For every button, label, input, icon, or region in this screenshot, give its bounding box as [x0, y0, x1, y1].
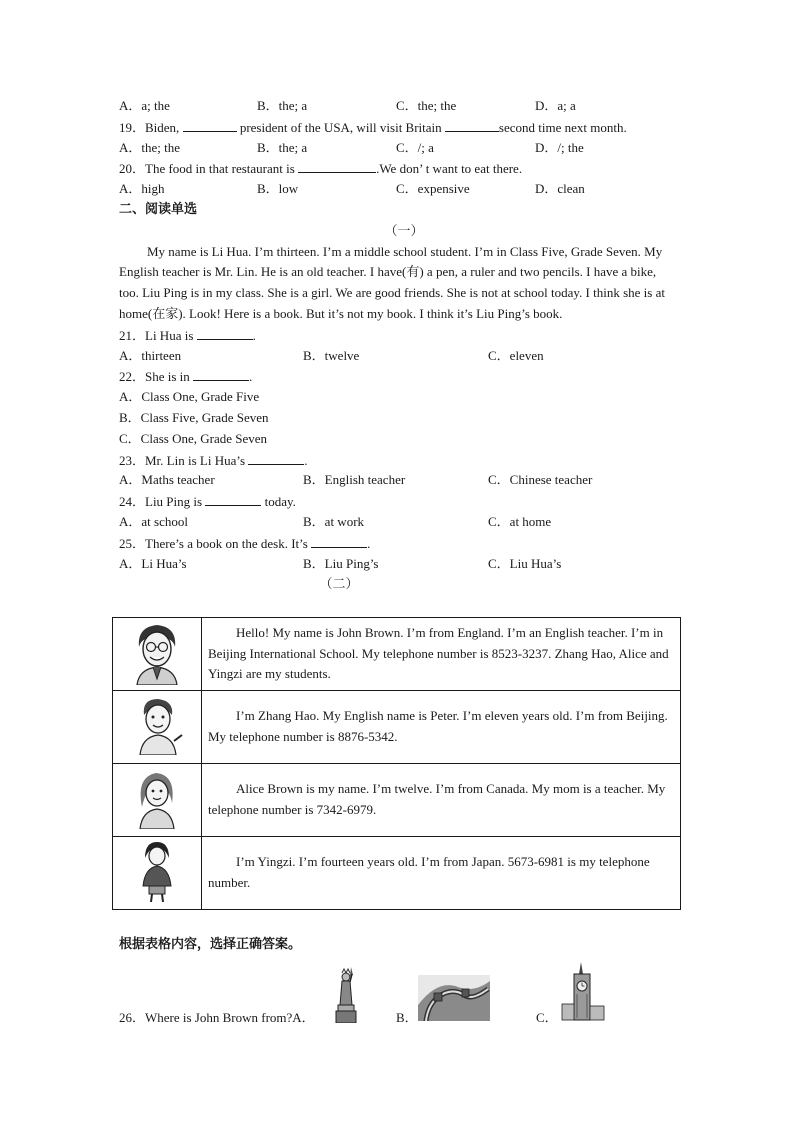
option-c[interactable]: C．eleven — [488, 347, 544, 363]
option-b[interactable]: B．twelve — [303, 347, 360, 363]
girl-standing-icon — [137, 840, 177, 902]
option-b[interactable]: B．Liu Ping’s — [303, 555, 379, 571]
q24-stem — [119, 491, 689, 512]
option-a[interactable]: A．a; the — [119, 98, 170, 113]
q19-stem — [119, 117, 689, 138]
teacher-portrait-icon — [129, 619, 185, 685]
option-c[interactable]: C．/; a — [396, 139, 434, 155]
option-b[interactable]: B．Class Five, Grade Seven — [119, 409, 269, 425]
option-a[interactable]: A．thirteen — [119, 347, 182, 363]
q23-end: . — [304, 452, 308, 468]
q18-options — [119, 96, 689, 117]
q19-options — [119, 138, 689, 159]
answer-blank[interactable] — [311, 533, 367, 548]
option-c[interactable]: C．Class One, Grade Seven — [119, 430, 268, 446]
picture-cell — [113, 618, 202, 691]
option-c[interactable]: C．expensive — [396, 181, 470, 197]
passage2-heading: （二） — [319, 576, 359, 592]
text-cell — [202, 618, 681, 691]
q25-options — [119, 554, 689, 575]
answer-blank[interactable] — [248, 450, 304, 465]
table-row — [113, 691, 681, 764]
answer-blank[interactable] — [183, 117, 237, 132]
option-d[interactable]: D．/; the — [535, 139, 584, 155]
q24-options — [119, 512, 689, 533]
row-text: Alice Brown is my name. I’m twelve. I’m from Canada. My mom is a teacher. My telephone number is 7342-6979. — [208, 781, 666, 817]
text-cell — [202, 837, 681, 910]
q24-end: today. — [264, 494, 296, 510]
q20-stem — [119, 158, 689, 179]
option-c[interactable]: C．at home — [488, 513, 552, 529]
q25-stem — [119, 533, 689, 554]
q23-text: 23．Mr. Lin is Li Hua’s — [119, 452, 246, 468]
option-a[interactable]: A．at school — [119, 513, 188, 529]
q24-text: 24．Liu Ping is — [119, 494, 203, 510]
great-wall-icon[interactable] — [418, 975, 490, 1021]
option-a[interactable]: A．the; the — [119, 139, 181, 155]
option-b[interactable]: B．the; a — [257, 98, 308, 113]
option-a[interactable]: A．high — [119, 181, 165, 197]
girl-portrait-icon — [130, 767, 184, 829]
boy-portrait-icon — [130, 695, 184, 755]
text-cell — [202, 764, 681, 837]
option-b[interactable]: B．low — [257, 181, 299, 197]
q23-options — [119, 470, 689, 491]
answer-blank[interactable] — [193, 366, 249, 381]
q25-text: 25．There’s a book on the desk. It’s — [119, 535, 308, 551]
instruction-text: 根据表格内容，选择正确答案。 — [119, 937, 302, 952]
info-table — [112, 617, 681, 910]
q22-end: . — [249, 369, 253, 385]
table-row — [113, 764, 681, 837]
option-d[interactable]: D．a; a — [535, 98, 576, 113]
q19-prefix: 19．Biden, — [119, 119, 180, 135]
option-a[interactable]: A．Li Hua’s — [119, 555, 187, 571]
picture-cell — [113, 837, 202, 910]
q19-mid: president of the USA, will visit Britain — [239, 119, 442, 135]
table-row — [113, 618, 681, 691]
q19-suffix: second time next month. — [498, 119, 627, 135]
q26-stem: 26．Where is John Brown from?A． — [119, 1010, 315, 1025]
q23-stem — [119, 450, 689, 471]
q20-options — [119, 179, 689, 200]
q22-text: 22．She is in — [119, 369, 190, 385]
question-block — [119, 96, 689, 595]
row-text: Hello! My name is John Brown. I’m from England. I’m an English teacher. I’m in Beijing International School. My telephone number is 8523-3237. Zhang Hao, Alice and Yingzi are my students. — [208, 624, 669, 682]
option-c-label[interactable]: C． — [536, 1010, 558, 1025]
row-text: I’m Yingzi. I’m fourteen years old. I’m from Japan. 5673-6981 is my telephone number. — [208, 854, 650, 890]
option-c[interactable]: C．Liu Hua’s — [488, 555, 562, 571]
option-d[interactable]: D．clean — [535, 181, 585, 197]
option-b[interactable]: B．English teacher — [303, 472, 406, 488]
option-a[interactable]: A．Maths teacher — [119, 472, 215, 488]
q21-text: 21．Li Hua is — [119, 327, 194, 343]
q21-stem — [119, 325, 689, 346]
q20-prefix: 20．The food in that restaurant is — [119, 161, 295, 177]
q25-end: . — [367, 535, 371, 551]
option-c[interactable]: C．Chinese teacher — [488, 472, 593, 488]
option-a[interactable]: A．Class One, Grade Five — [119, 389, 260, 405]
answer-blank[interactable] — [197, 325, 253, 340]
table-row — [113, 837, 681, 910]
passage1-heading: （一） — [384, 222, 424, 238]
q20-suffix: .We don’ t want to eat there. — [376, 161, 523, 177]
picture-cell — [113, 764, 202, 837]
q22-stem — [119, 366, 689, 387]
option-b[interactable]: B．at work — [303, 513, 365, 529]
answer-blank[interactable] — [445, 117, 499, 132]
answer-blank[interactable] — [205, 491, 261, 506]
big-ben-icon[interactable] — [560, 960, 606, 1024]
picture-cell — [113, 691, 202, 764]
option-c[interactable]: C．the; the — [396, 98, 457, 113]
text-cell — [202, 691, 681, 764]
option-b-label[interactable]: B． — [396, 1010, 418, 1025]
option-b[interactable]: B．the; a — [257, 139, 308, 155]
statue-of-liberty-icon[interactable] — [333, 965, 361, 1023]
q21-options — [119, 346, 689, 367]
passage1-text: My name is Li Hua. I’m thirteen. I’m a middle school student. I’m in Class Five, Grade Seven. My English teacher is Mr. Lin. He is an old teacher. I have(有) a pen, a ruler and two pencils. I have a bike, too. Liu Ping is in my class. She is a girl. We are good friends. She is not at school today. I think she is at home(在家). Look! Here is a book. But it’s not my book. I think it’s Liu Ping’s book. — [119, 243, 665, 321]
q21-end: . — [252, 327, 256, 343]
section-title: 二、阅读单选 — [119, 201, 198, 217]
answer-blank[interactable] — [298, 158, 376, 173]
row-text: I’m Zhang Hao. My English name is Peter. I’m eleven years old. I’m from Beijing. My telephone number is 8876-5342. — [208, 708, 668, 744]
